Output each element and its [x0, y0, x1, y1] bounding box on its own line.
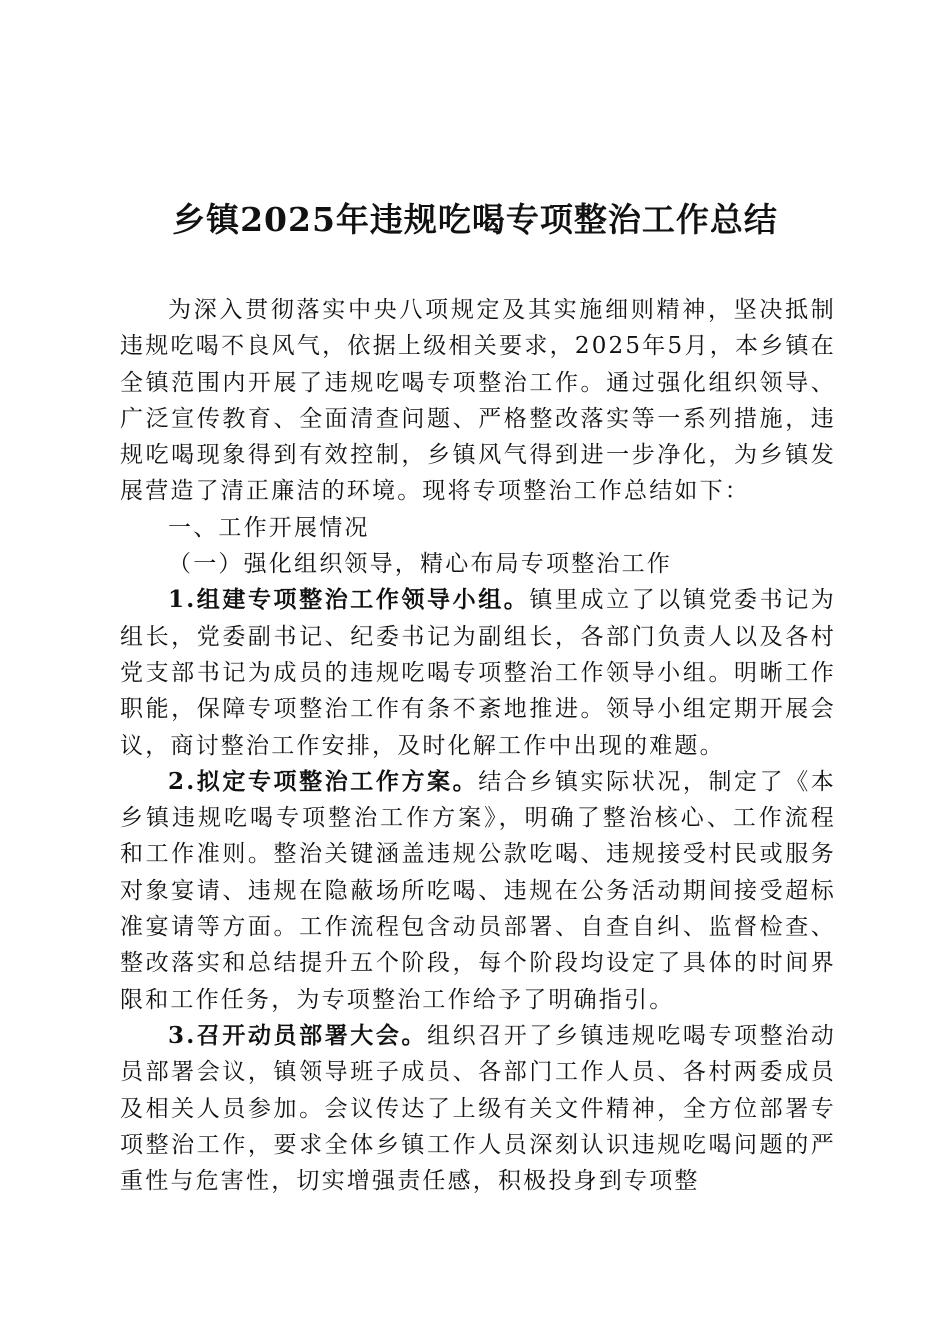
item-text-1: 镇里成立了以镇党委书记为组长，党委副书记、纪委书记为副组长，各部门负责人以及各村党支部书记为成员的违规吃喝专项整治工作领导小组。明晰工作职能，保障专项整治工作有条不紊地推进。领导小组定期开展会议，商讨整治工作安排，及时化解工作中出现的难题。 — [120, 587, 836, 759]
item-text-2: 结合乡镇实际状况，制定了《本乡镇违规吃喝专项整治工作方案》，明确了整治核心、工作流程和工作准则。整治关键涵盖违规公款吃喝、违规接受村民或服务对象宴请、违规在隐蔽场所吃喝、违规在公务活动期间接受超标准宴请等方面。工作流程包含动员部署、自查自纠、监督检查、整改落实和总结提升五个阶段，每个阶段均设定了具体的时间界限和工作任务，为专项整治工作给予了明确指引。 — [120, 768, 836, 1013]
item-paragraph-1 — [120, 582, 836, 763]
item-lead-1: 1.组建专项整治工作领导小组。 — [168, 586, 530, 614]
item-lead-3: 3.召开动员部署大会。 — [168, 1021, 428, 1049]
item-text-3: 组织召开了乡镇违规吃喝专项整治动员部署会议，镇领导班子成员、各部门工作人员、各村两委成员及相关人员参加。会议传达了上级有关文件精神，全方位部署专项整治工作，要求全体乡镇工作人员深刻认识违规吃喝问题的严重性与危害性，切实增强责任感，积极投身到专项整 — [120, 1022, 836, 1195]
intro-paragraph: 为深入贯彻落实中央八项规定及其实施细则精神，坚决抵制违规吃喝不良风气，依据上级相关要求，2025年5月，本乡镇在全镇范围内开展了违规吃喝专项整治工作。通过强化组织领导、广泛宣传教育、全面清查问题、严格整改落实等一系列措施，违规吃喝现象得到有效控制，乡镇风气得到进一步净化，为乡镇发展营造了清正廉洁的环境。现将专项整治工作总结如下： — [120, 297, 836, 505]
section-heading-2: （一）强化组织领导，精心布局专项整治工作 — [168, 551, 672, 578]
section-heading-1: 一、工作开展情况 — [168, 514, 370, 541]
document-body — [120, 292, 836, 1199]
item-paragraph-2 — [120, 764, 836, 1018]
item-paragraph-3 — [120, 1018, 836, 1199]
document-title: 乡镇2025年违规吃喝专项整治工作总结 — [172, 200, 778, 239]
item-lead-2: 2.拟定专项整治工作方案。 — [168, 767, 479, 795]
